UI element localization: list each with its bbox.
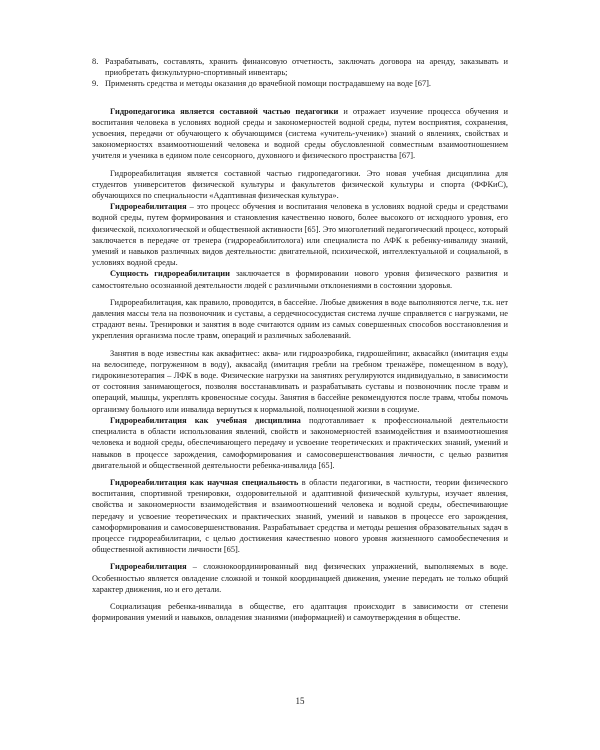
- list-item-number: 8.: [92, 57, 99, 66]
- paragraph-text: заключается в формировании нового уровня физического развития и самостоятельно осознанной деятельности людей с различными отклонениями в состоянии здоровья.: [92, 269, 508, 290]
- paragraph-bold-lead: Гидрореабилитация: [110, 202, 187, 212]
- paragraph-coordination: [92, 561, 508, 595]
- paragraph-aquafitness: [92, 348, 508, 415]
- paragraph-essence: [92, 268, 508, 290]
- list-item: [92, 78, 508, 89]
- paragraph-text: подготавливает к профессиональной деятельности специалиста в области использования явлений, свойств и закономерностей взаимодействия и взаимоотношения человека и водной среды, обеспечивающего передачу и усвоение теоретических и практических знаний, умений и навыков в процессе зарождения, самоформирования и самосовершенствования личности, с целью развития двигательной и общественной деятельности ребенка-инвалида [65].: [92, 415, 508, 470]
- paragraph-text: Занятия в воде известны как аквафитнес: аква- или гидроаэробика, гидрошейпинг, аквасайкл (имитация езды на велосипеде, погруженном в воду), аквасайд (имитация гребли на гребном тренажёре, помещенном в воду), гидрокинезотерапия – ЛФК в воде. Физические нагрузки на занятиях регулируются индивидуально, в зависимости от состояния занимающегося, позволяя восстанавливать и разрабатывать суставы и позвоночник после травм и операций, мышцы, укреплять кровеносные сосуды. Занятия в бассейне рекомендуются после травм, чтобы помочь организму больного или инвалида вернуться к нормальной, полноценной жизни в социуме.: [92, 348, 508, 414]
- paragraph-bold-lead: Гидропедагогика является составной частью педагогики: [110, 106, 339, 116]
- paragraph-bold-lead: Гидрореабилитация как научная специальность: [110, 477, 299, 487]
- list-item-text: Разрабатывать, составлять, хранить финансовую отчетность, заключать договора на аренду, заказывать и приобретать физкультурно-спортивный инвентарь;: [105, 57, 508, 78]
- paragraph-pool: [92, 297, 508, 342]
- paragraph-scientific-specialty: [92, 477, 508, 555]
- paragraph-hydrorehab-discipline: [92, 168, 508, 202]
- list-item-number: 9.: [92, 79, 99, 89]
- paragraph-text: Гидрореабилитация, как правило, проводится, в бассейне. Любые движения в воде выполняются легче, т.к. нет давления массы тела на позвоночник и суставы, а сердечнососудистая система лучше справляется с нагрузками, не страдают вены. Тренировки и занятия в воде считаются одним из самых совершенных способов восстановления и укрепления организма после травм, операций и различных заболеваний.: [92, 297, 508, 341]
- paragraph-bold-lead: Гидрореабилитация как учебная дисциплина: [110, 415, 301, 425]
- paragraph-hydrorehab-definition: [92, 201, 508, 268]
- paragraph-text: – сложнокоординированный вид физических упражнений, выполняемых в воде. Особенностью является овладение сложной и тонкой координацией движения, умение передать не только общий характер движения, но и его детали.: [92, 562, 508, 594]
- list-item-text: Применять средства и методы оказания до врачебной помощи пострадавшему на воде [67].: [105, 79, 432, 89]
- page-number: 15: [295, 696, 305, 706]
- paragraph-bold-lead: Сущность гидрореабилитации: [110, 269, 230, 279]
- paragraph-socialization: [92, 601, 508, 623]
- paragraph-hydropedagogy: [92, 106, 508, 162]
- paragraph-bold-lead: Гидрореабилитация: [110, 562, 187, 572]
- paragraph-text: и отражает изучение процесса обучения и воспитания человека в условиях водной среды и закономерностей водной среды, путем восприятия, сохранения, усвоения, передачи от обучающего к обучающимся (система «учитель-ученик») знаний о явлениях, свойствах и закономерностях взаимоотношений человека и водной среды обусловленной совместным взаимоотношением учителя и ученика в едином поле сенсорного, духовного и физического пространства [67].: [92, 106, 508, 161]
- paragraph-text: – это процесс обучения и воспитания человека в условиях водной среды и средствами водной среды, путем формирования и становления качественно нового, более высокого от исходного уровня, его физической, психологической и общественной активности [65]. Это многолетний педагогический процесс, который заключается в передаче от тренера (гидрореабилитолога) или специалиста по АФК к ребенку-инвалиду знаний, умений и навыков различных видов деятельности: двигательной, психической, интеллектуальной и социальной, в условиях водной среды.: [92, 202, 508, 268]
- paragraph-text: в области педагогики, в частности, теории физического воспитания, спортивной тренировки, оздоровительной и адаптивной физической культуры, изучает явления, свойства и закономерности взаимодействия и взаимоотношений человека и водной среды, обеспечивающие передачу и усвоение теоретических и практических знаний, умений и навыков в процессе его зарождения, самоформирования и самосовершенствования. Разрабатывает средства и методы решения образовательных задач в процессе гидрореабилитации, с целью достижения качественно нового уровня жизненного самообеспечения и общественной активности личности [65].: [92, 477, 508, 555]
- paragraph-academic-discipline: [92, 415, 508, 471]
- paragraph-text: Социализация ребенка-инвалида в обществе, его адаптация происходит в зависимости от степени формирования умений и навыков, овладения знаниями (информацией) и самоутверждения в обществе.: [92, 601, 508, 623]
- paragraph-text: Гидрореабилитация является составной частью гидропедагогики. Это новая учебная дисциплина для студентов университетов физической культуры и факультетов физической культуры и спорта (ФФКиС), обучающихся по специальности «Адаптивная физическая культура».: [92, 168, 508, 201]
- list-item: [92, 56, 508, 78]
